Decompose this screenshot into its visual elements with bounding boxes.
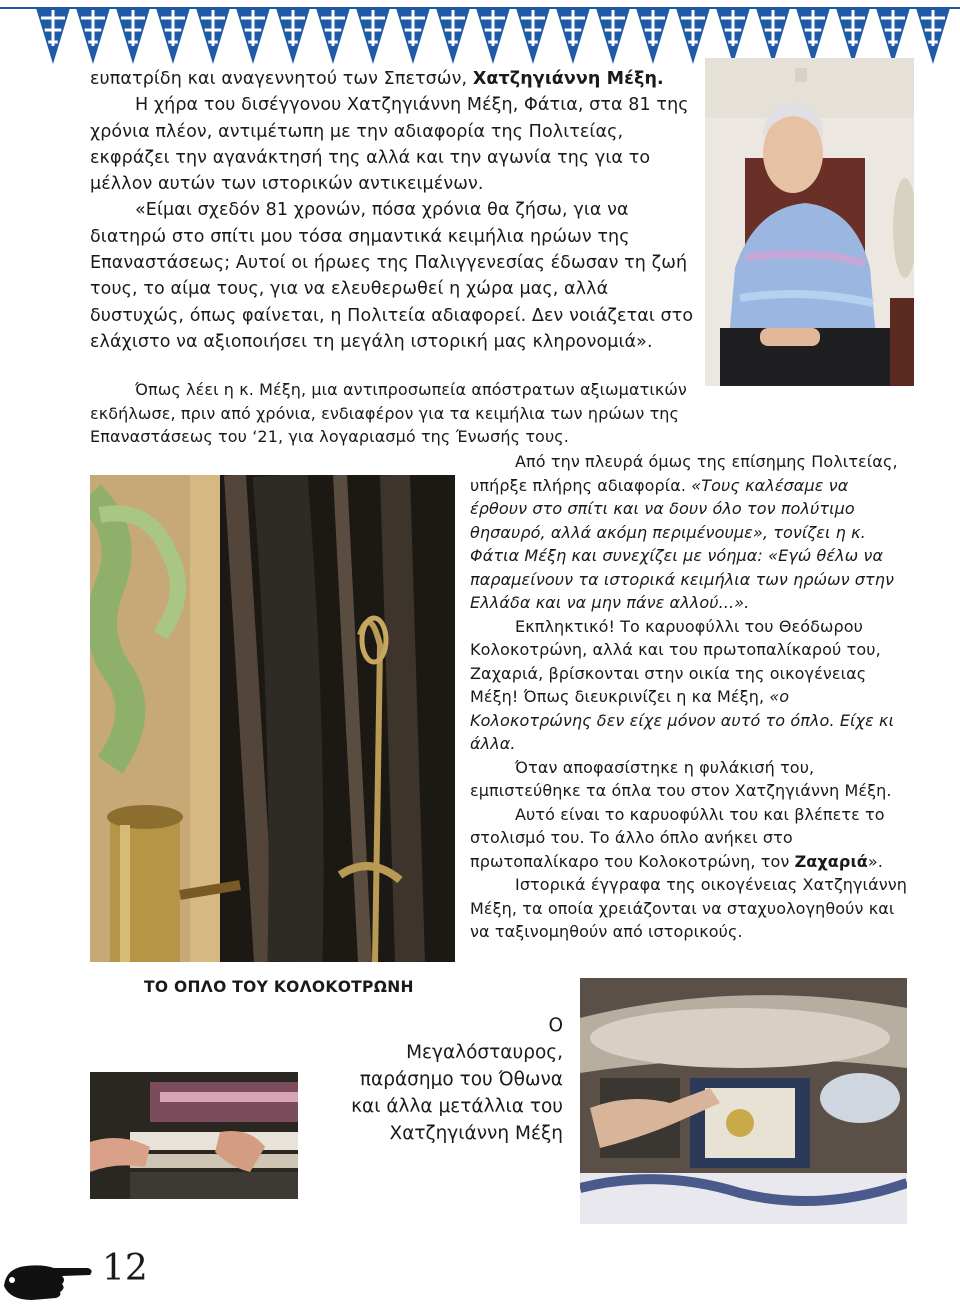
intro-line xyxy=(90,66,702,92)
flag-pennant xyxy=(836,8,870,64)
zacharias-highlight: Ζαχαριά xyxy=(794,851,868,871)
officers-text: Όπως λέει η κ. Μέξη, μια αντιπροσωπεία απόστρατων αξιωματικών εκδήλωσε, πριν από χρόνια, ενδιαφέρον για τα κειμήλια των ηρώων της Επαναστάσεως του ‘21, για λογαριασμό της Ένωσής τους. xyxy=(90,380,687,446)
weapon-caption: ΤΟ ΟΠΛΟ ΤΟΥ ΚΟΛΟΚΟΤΡΩΝΗ xyxy=(144,978,414,996)
official-text: Από την πλευρά όμως της επίσημης Πολιτείας, υπήρξε πλήρης αδιαφορία. xyxy=(470,452,898,495)
weapon-photo xyxy=(90,475,455,962)
flag-pennant xyxy=(156,8,190,64)
documents-photo xyxy=(90,1072,298,1199)
caption-line: παράσημο του Όθωνα xyxy=(359,1069,563,1090)
portrait-photo xyxy=(705,58,914,386)
pointing-hand-icon xyxy=(2,1256,94,1304)
medals-caption xyxy=(310,1012,563,1147)
flag-pennant xyxy=(516,8,550,64)
paragraph-officers xyxy=(90,378,702,449)
paragraph-arrest: Όταν αποφασίστηκε η φυλάκισή του, εμπιστεύθηκε τα όπλα του στον Χατζηγιάννη Μέξη. xyxy=(470,757,892,800)
flag-pennant xyxy=(796,8,830,64)
flag-pennant xyxy=(476,8,510,64)
caption-line: Μεγαλόσταυρος, xyxy=(406,1042,563,1063)
flag-pennant xyxy=(716,8,750,64)
flag-pennant xyxy=(916,8,950,64)
flag-pennant xyxy=(556,8,590,64)
decoration-text: Αυτό είναι το καρυοφύλλι του και βλέπετε το στολισμό του. Το άλλο όπλο ανήκει στο πρωτοπαλίκαρο του Κολοκοτρώνη, τον xyxy=(470,804,885,871)
paragraph-musket xyxy=(470,615,910,756)
official-column xyxy=(470,450,910,944)
flag-pennant xyxy=(196,8,230,64)
caption-line: Χατζηγιάννη Μέξη xyxy=(389,1123,563,1144)
paragraph-documents: Ιστορικά έγγραφα της οικογένειας Χατζηγιάννη Μέξη, τα οποία χρειάζονται να σταχυολογηθούν και να ταξινομηθούν από ιστορικούς. xyxy=(470,875,908,941)
flag-pennant xyxy=(36,8,70,64)
flag-pennant xyxy=(356,8,390,64)
page-number: 12 xyxy=(102,1248,148,1289)
paragraph-widow: Η χήρα του δισέγγονου Χατζηγιάννη Μέξη, Φάτια, στα 81 της χρόνια πλέον, αντιμέτωπη με την αδιαφορία της Πολιτείας, εκφράζει την αγανάκτησή της αλλά και την αγωνία της για το μέλλον αυτών των ιστορικών αντικειμένων. xyxy=(90,95,689,195)
paragraph-official xyxy=(470,450,910,615)
caption-line: και άλλα μετάλλια του xyxy=(351,1096,563,1117)
flag-pennant xyxy=(236,8,270,64)
flag-pennant xyxy=(636,8,670,64)
flag-pennant xyxy=(596,8,630,64)
musket-quote: «ο Κολοκοτρώνης δεν είχε μόνον αυτό το όπλο. Είχε κι άλλα. xyxy=(470,687,895,753)
intro-column xyxy=(90,66,702,355)
flag-pennant xyxy=(396,8,430,64)
paragraph-decoration xyxy=(470,803,910,874)
official-quote: «Τους καλέσαμε να έρθουν στο σπίτι και να δουν όλο τον πολύτιμο θησαυρό, αλλά ακόμη περιμένουμε», τονίζει η κ. Φάτια Μέξη και συνεχίζει με νόημα: «Εγώ θέλω να παραμείνουν τα ιστορικά κειμήλια των ηρώων στην Ελλάδα και να μην πάνε αλλού...». xyxy=(470,475,895,612)
flag-pennant xyxy=(676,8,710,64)
flag-pennant xyxy=(316,8,350,64)
caption-line: Ο xyxy=(548,1015,563,1036)
flag-pennant xyxy=(876,8,910,64)
medals-photo xyxy=(580,978,907,1224)
name-highlight: Χατζηγιάννη Μέξη. xyxy=(472,69,664,89)
paragraph-quote: «Είμαι σχεδόν 81 χρονών, πόσα χρόνια θα ζήσω, για να διατηρώ στο σπίτι μου τόσα σημαντικά κειμήλια ηρώων της Επαναστάσεως; Αυτοί οι ήρωες της Παλιγγενεσίας έδωσαν τη ζωή τους, το αίμα τους, για να ελευθερωθεί η χώρα μας, αλλά δυστυχώς, όπως φαίνεται, η Πολιτεία αδιαφορεί. Δεν νοιάζεται στο ελάχιστο να αξιοποιήσει τη μεγάλη ιστορική μας κληρονομιά». xyxy=(90,200,694,352)
flag-pennant xyxy=(116,8,150,64)
flag-pennant xyxy=(436,8,470,64)
flag-pennant xyxy=(76,8,110,64)
flag-pennant xyxy=(756,8,790,64)
flag-pennant xyxy=(276,8,310,64)
musket-text: Εκπληκτικό! Το καρυοφύλλι του Θεόδωρου Κολοκοτρώνη, αλλά και του πρωτοπαλίκαρού του, Ζαχαριά, βρίσκονται στην οικία της οικογένειας Μέξη! Όπως διευκρινίζει η κα Μέξη, xyxy=(470,616,881,706)
intro-text: ευπατρίδη και αναγεννητού των Σπετσών, xyxy=(90,69,473,89)
decoration-end: ». xyxy=(867,851,883,871)
